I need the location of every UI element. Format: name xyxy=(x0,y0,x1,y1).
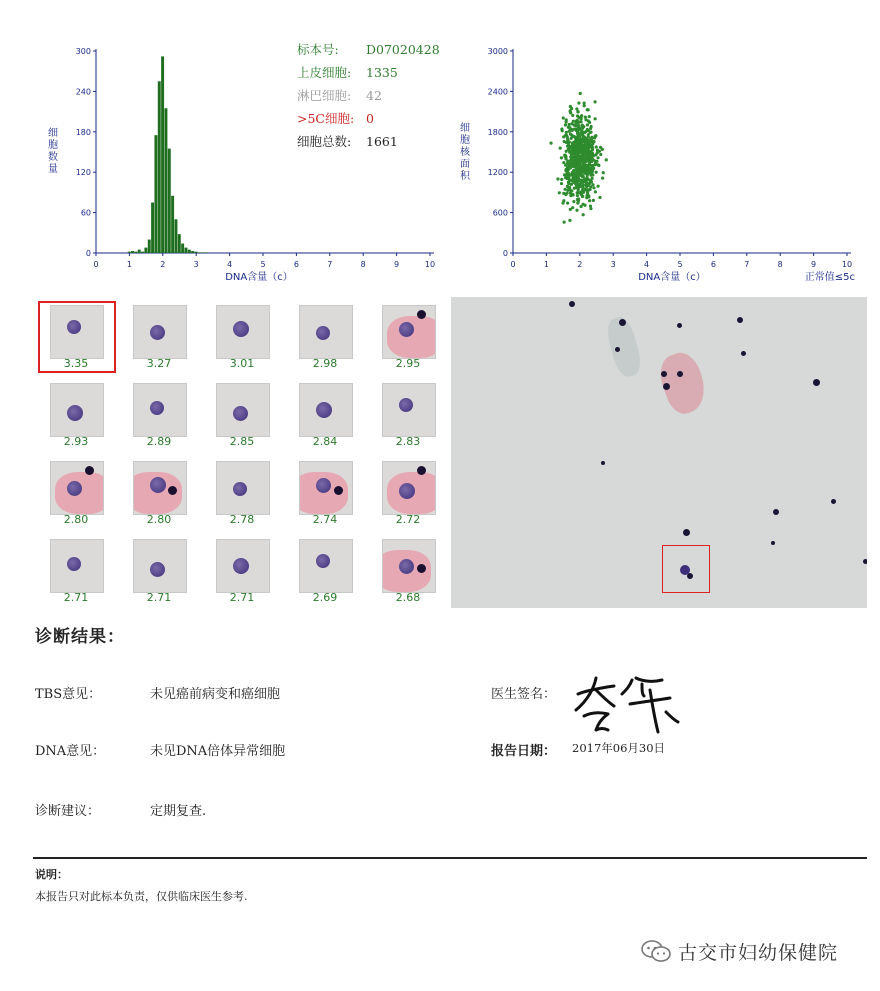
dark-nucleus xyxy=(417,310,426,319)
scatter-point xyxy=(581,188,584,191)
scatter-point xyxy=(564,133,567,136)
scatter-point xyxy=(561,201,564,204)
scatter-point xyxy=(596,163,599,166)
scatter-point xyxy=(579,168,582,171)
scatter-point xyxy=(583,101,586,104)
y-tick-label: 0 xyxy=(502,249,508,258)
scatter-point xyxy=(579,191,582,194)
scatter-point xyxy=(586,171,589,174)
cell-nucleus xyxy=(233,482,247,496)
cell-thumbnail[interactable] xyxy=(216,305,270,359)
notes-text: 本报告只对此标本负责，仅供临床医生参考. xyxy=(35,890,248,903)
scatter-point xyxy=(589,207,592,210)
scatter-point xyxy=(563,173,566,176)
scatter-point xyxy=(568,219,571,222)
date-label: 报告日期： xyxy=(491,744,557,759)
scatter-point xyxy=(594,190,597,193)
scatter-point xyxy=(570,134,573,137)
scatter-point xyxy=(575,120,578,123)
scatter-point xyxy=(565,131,568,134)
dna-value: 未见DNA倍体异常细胞 xyxy=(150,744,286,759)
scatter-point xyxy=(565,118,568,121)
x-tick-label: 7 xyxy=(327,260,333,269)
scatter-point xyxy=(587,139,590,142)
y-tick-label: 180 xyxy=(75,127,91,137)
x-tick-label: 1 xyxy=(543,260,549,269)
scatter-point xyxy=(568,151,571,154)
cell-nucleus xyxy=(233,558,249,574)
scatter-point xyxy=(582,213,585,216)
scatter-point xyxy=(575,184,578,187)
lymph-label: 淋巴细胞: xyxy=(297,88,352,103)
specimen-value: D07020428 xyxy=(366,42,440,57)
watermark-text: 古交市妇幼保健院 xyxy=(678,942,839,964)
scatter-point xyxy=(569,194,572,197)
scatter-point xyxy=(586,128,589,131)
scatter-point xyxy=(566,173,569,176)
x-tick-label: 2 xyxy=(160,260,166,269)
over5c-label: >5C细胞: xyxy=(297,111,355,126)
thumbnail-dna-value: 2.98 xyxy=(312,357,338,370)
scatter-point xyxy=(602,171,605,174)
thumbnail-dna-value: 2.85 xyxy=(229,435,255,448)
scatter-point xyxy=(577,197,580,200)
tbs-label: TBS意见： xyxy=(35,687,102,702)
scatter-point xyxy=(569,166,572,169)
cell-thumbnail[interactable] xyxy=(50,461,104,515)
thumbnail-dna-value: 2.80 xyxy=(146,513,172,526)
scatter-point xyxy=(567,181,570,184)
scatter-point xyxy=(591,142,594,145)
cell-nucleus-speck xyxy=(813,379,820,386)
scatter-point xyxy=(570,107,573,110)
scatter-point xyxy=(560,182,563,185)
scatter-point xyxy=(585,151,588,154)
dna-label: DNA意见： xyxy=(35,744,106,759)
cell-nucleus xyxy=(316,326,330,340)
cell-nucleus-speck xyxy=(569,301,575,307)
x-tick-label: 6 xyxy=(293,260,299,269)
cell-nucleus xyxy=(150,562,165,577)
y-tick-label: 0 xyxy=(85,249,91,258)
scatter-point xyxy=(579,146,582,149)
scatter-point xyxy=(577,124,580,127)
scatter-point xyxy=(586,188,589,191)
scatter-point xyxy=(586,182,589,185)
scatter-point xyxy=(573,187,576,190)
scatter-point xyxy=(594,134,597,137)
thumbnail-dna-value: 2.95 xyxy=(395,357,421,370)
scatter-point xyxy=(577,101,580,104)
doctor-label: 医生签名： xyxy=(491,687,557,702)
scatter-point xyxy=(590,164,593,167)
advice-label: 诊断建议： xyxy=(35,804,101,819)
scatter-point xyxy=(558,191,561,194)
cytoplasm-stain xyxy=(387,316,436,358)
scatter-point xyxy=(595,160,598,163)
scatter-point xyxy=(576,191,579,194)
cell-nucleus xyxy=(233,406,248,421)
scatter-point xyxy=(559,147,562,150)
scatter-point xyxy=(587,133,590,136)
cell-thumbnail[interactable] xyxy=(133,461,187,515)
x-tick-label: 10 xyxy=(841,260,853,269)
cell-nucleus-speck xyxy=(601,461,605,465)
y-tick-label: 60 xyxy=(80,208,91,218)
scatter-point xyxy=(601,148,604,151)
scatter-point xyxy=(578,128,581,131)
scatter-point xyxy=(594,171,597,174)
scatter-point xyxy=(575,151,578,154)
scatter-point xyxy=(588,151,591,154)
cell-nucleus-speck xyxy=(619,319,626,326)
scatter-point xyxy=(575,166,578,169)
scatter-point xyxy=(575,209,578,212)
scatter-point xyxy=(596,149,599,152)
scatter-point xyxy=(567,176,570,179)
x-tick-label: 4 xyxy=(644,260,650,269)
scatter-point xyxy=(578,135,581,138)
doctor-signature xyxy=(570,672,690,734)
total-value: 1661 xyxy=(366,134,398,149)
scatter-point xyxy=(584,178,587,181)
scatter-point xyxy=(560,156,563,159)
x-tick-label: 8 xyxy=(777,260,783,269)
thumbnail-dna-value: 2.68 xyxy=(395,591,421,604)
cell-nucleus-speck xyxy=(677,323,682,328)
thumbnail-dna-value: 2.83 xyxy=(395,435,421,448)
x-tick-label: 7 xyxy=(744,260,750,269)
scatter-note: 正常值≤5c xyxy=(804,272,855,283)
cell-thumbnail[interactable] xyxy=(133,539,187,593)
scatter-point xyxy=(565,191,568,194)
scatter-point xyxy=(593,100,596,103)
highlighted-nucleus xyxy=(680,565,690,575)
cell-thumbnail[interactable] xyxy=(382,305,436,359)
scatter-point xyxy=(564,188,567,191)
scatter-point xyxy=(566,201,569,204)
cell-nucleus xyxy=(150,325,165,340)
date-value: 2017年06月30日 xyxy=(572,741,666,755)
scatter-point xyxy=(579,92,582,95)
thumbnail-dna-value: 2.78 xyxy=(229,513,255,526)
cell-nucleus xyxy=(316,478,331,493)
scatter-point xyxy=(572,176,575,179)
specimen-label: 标本号: xyxy=(297,42,339,57)
scatter-point xyxy=(574,159,577,162)
scatter-point xyxy=(584,116,587,119)
scatter-point xyxy=(581,175,584,178)
scatter-point xyxy=(573,157,576,160)
scatter-point xyxy=(579,149,582,152)
scatter-point xyxy=(587,108,590,111)
scatter-point xyxy=(572,200,575,203)
divider-line xyxy=(33,857,867,859)
scatter-point xyxy=(580,120,583,123)
scatter-point xyxy=(566,145,569,148)
scatter-point xyxy=(593,163,596,166)
dark-nucleus xyxy=(417,466,426,475)
thumbnail-dna-value: 2.69 xyxy=(312,591,338,604)
x-tick-label: 3 xyxy=(610,260,616,269)
cell-thumbnail[interactable] xyxy=(299,461,353,515)
cell-nucleus-speck xyxy=(683,529,690,536)
dark-nucleus xyxy=(168,486,177,495)
x-tick-label: 2 xyxy=(577,260,583,269)
thumbnail-dna-value: 2.84 xyxy=(312,435,338,448)
scatter-point xyxy=(567,142,570,145)
cell-nucleus xyxy=(399,398,413,412)
histogram-xlabel: DNA含量（c） xyxy=(225,272,293,283)
scatter-point xyxy=(590,137,593,140)
scatter-point xyxy=(569,208,572,211)
watermark xyxy=(640,938,838,965)
cell-thumbnail[interactable] xyxy=(50,539,104,593)
thumbnail-dna-value: 2.80 xyxy=(63,513,89,526)
cell-nucleus xyxy=(67,557,81,571)
y-tick-label: 1200 xyxy=(487,168,508,178)
x-tick-label: 6 xyxy=(710,260,716,269)
scatter-point xyxy=(592,199,595,202)
cell-thumbnail[interactable] xyxy=(299,305,353,359)
x-tick-label: 0 xyxy=(93,260,99,269)
y-tick-label: 1800 xyxy=(487,127,508,137)
scatter-point xyxy=(567,148,570,151)
scatter-point xyxy=(570,183,573,186)
cell-nucleus-speck xyxy=(661,371,667,377)
x-tick-label: 0 xyxy=(510,260,516,269)
thumbnail-dna-value: 2.74 xyxy=(312,513,338,526)
microscope-image xyxy=(451,297,867,608)
scatter-point xyxy=(581,203,584,206)
x-tick-label: 9 xyxy=(394,260,400,269)
y-tick-label: 120 xyxy=(75,168,91,178)
cell-nucleus-speck xyxy=(741,351,746,356)
scatter-point xyxy=(564,123,567,126)
scatter-point xyxy=(581,134,584,137)
scatter-point xyxy=(571,144,574,147)
y-tick-label: 600 xyxy=(492,208,508,218)
y-tick-label: 300 xyxy=(75,47,91,56)
cell-nucleus-speck xyxy=(771,541,775,545)
y-tick-label: 2400 xyxy=(487,87,508,97)
scatter-point xyxy=(591,148,594,151)
selected-thumbnail-frame xyxy=(38,301,116,373)
thumbnail-dna-value: 2.71 xyxy=(229,591,255,604)
cell-nucleus-speck xyxy=(737,317,743,323)
cell-thumbnail[interactable] xyxy=(299,383,353,437)
cell-nucleus xyxy=(67,481,82,496)
scatter-point xyxy=(576,194,579,197)
lymph-value: 42 xyxy=(366,88,382,103)
cell-nucleus xyxy=(399,322,414,337)
scatter-point xyxy=(592,186,595,189)
scatter-point xyxy=(564,176,567,179)
scatter-point xyxy=(564,169,567,172)
scatter-point xyxy=(575,124,578,127)
scatter-point xyxy=(596,156,599,159)
scatter-point xyxy=(588,115,591,118)
scatter-point xyxy=(581,155,584,158)
scatter-point xyxy=(589,127,592,130)
x-tick-label: 3 xyxy=(193,260,199,269)
x-tick-label: 10 xyxy=(424,260,436,269)
scatter-point xyxy=(580,117,583,120)
cell-nucleus-speck xyxy=(677,371,683,377)
scatter-point xyxy=(591,158,594,161)
total-label: 细胞总数: xyxy=(297,134,352,149)
cell-thumbnail[interactable] xyxy=(299,539,353,593)
y-tick-label: 240 xyxy=(75,87,91,97)
scatter-point xyxy=(568,127,571,130)
scatter-point xyxy=(585,194,588,197)
thumbnail-dna-value: 2.71 xyxy=(146,591,172,604)
epithelial-value: 1335 xyxy=(366,65,398,80)
thumbnail-dna-value: 3.35 xyxy=(63,357,89,370)
scatter-point xyxy=(605,158,608,161)
cell-thumbnail[interactable] xyxy=(133,305,187,359)
scatter-point xyxy=(563,154,566,157)
dark-nucleus xyxy=(85,466,94,475)
scatter-xlabel: DNA含量（c） xyxy=(638,272,706,283)
scatter-point xyxy=(595,145,598,148)
scatter-point xyxy=(574,127,577,130)
scatter-point xyxy=(575,107,578,110)
scatter-point xyxy=(588,199,591,202)
cell-thumbnail-grid xyxy=(0,0,450,610)
cell-thumbnail[interactable] xyxy=(216,539,270,593)
x-tick-label: 9 xyxy=(811,260,817,269)
diagnosis-title: 诊断结果： xyxy=(35,627,125,647)
scatter-point xyxy=(599,153,602,156)
thumbnail-dna-value: 3.27 xyxy=(146,357,172,370)
histogram-ylabel: 细 胞 数 量 xyxy=(48,128,58,175)
scatter-point xyxy=(596,185,599,188)
scatter-point xyxy=(594,117,597,120)
squamous-cell xyxy=(654,348,712,418)
scatter-point xyxy=(581,195,584,198)
cell-thumbnail[interactable] xyxy=(216,461,270,515)
scatter-point xyxy=(590,177,593,180)
x-tick-label: 8 xyxy=(360,260,366,269)
cell-nucleus xyxy=(399,559,414,574)
scatter-point xyxy=(549,142,552,145)
cell-thumbnail[interactable] xyxy=(216,383,270,437)
thumbnail-dna-value: 2.89 xyxy=(146,435,172,448)
epithelial-label: 上皮细胞: xyxy=(297,65,352,80)
scatter-point xyxy=(577,110,580,113)
scatter-point xyxy=(556,177,559,180)
scatter-point xyxy=(584,136,587,139)
scatter-point xyxy=(598,196,601,199)
scatter-point xyxy=(576,172,579,175)
cell-nucleus xyxy=(67,405,83,421)
scatter-point xyxy=(586,159,589,162)
dark-nucleus xyxy=(334,486,343,495)
x-tick-label: 1 xyxy=(126,260,132,269)
y-tick-label: 3000 xyxy=(487,47,508,56)
scatter-ylabel: 细 胞 核 面 积 xyxy=(460,123,470,182)
cell-nucleus xyxy=(316,554,330,568)
advice-value: 定期复查. xyxy=(150,804,207,819)
cell-nucleus xyxy=(316,402,332,418)
cell-nucleus-speck xyxy=(831,499,836,504)
scatter-point xyxy=(570,189,573,192)
scatter-point xyxy=(562,116,565,119)
thumbnail-dna-value: 2.72 xyxy=(395,513,421,526)
scatter-point xyxy=(563,221,566,224)
scatter-point xyxy=(588,121,591,124)
scatter-point xyxy=(578,179,581,182)
cell-nucleus-speck xyxy=(663,383,670,390)
scatter-point xyxy=(577,141,580,144)
scatter-point xyxy=(572,120,575,123)
cell-thumbnail[interactable] xyxy=(50,383,104,437)
cell-nucleus xyxy=(233,321,249,337)
thumbnail-dna-value: 2.93 xyxy=(63,435,89,448)
scatter-point xyxy=(560,178,563,181)
cell-thumbnail[interactable] xyxy=(382,461,436,515)
scatter-point xyxy=(561,129,564,132)
thumbnail-dna-value: 2.71 xyxy=(63,591,89,604)
scatter-point xyxy=(576,201,579,204)
cell-nucleus-speck xyxy=(863,559,867,564)
notes-title: 说明： xyxy=(35,868,68,881)
scatter-point xyxy=(590,167,593,170)
cell-thumbnail[interactable] xyxy=(382,539,436,593)
scatter-point xyxy=(601,176,604,179)
cell-nucleus xyxy=(150,477,166,493)
scatter-point xyxy=(581,167,584,170)
cell-nucleus xyxy=(399,483,415,499)
x-tick-label: 4 xyxy=(227,260,233,269)
scatter-point xyxy=(571,114,574,117)
wechat-icon xyxy=(640,939,672,965)
x-tick-label: 5 xyxy=(677,260,683,269)
scatter-point xyxy=(582,159,585,162)
scatter-point xyxy=(596,151,599,154)
tbs-value: 未见癌前病变和癌细胞 xyxy=(150,687,281,702)
cell-thumbnail[interactable] xyxy=(133,383,187,437)
cell-nucleus xyxy=(150,401,164,415)
scatter-point xyxy=(585,142,588,145)
thumbnail-dna-value: 3.01 xyxy=(229,357,255,370)
scatter-point xyxy=(582,184,585,187)
over5c-value: 0 xyxy=(366,111,374,126)
scatter-point xyxy=(568,123,571,126)
cell-nucleus-speck xyxy=(773,509,779,515)
scatter-point xyxy=(583,131,586,134)
x-tick-label: 5 xyxy=(260,260,266,269)
nucleus-area-scatter xyxy=(460,38,870,283)
cell-thumbnail[interactable] xyxy=(382,383,436,437)
scatter-point xyxy=(569,111,572,114)
dark-nucleus xyxy=(417,564,426,573)
scatter-point xyxy=(586,123,589,126)
cell-nucleus-speck xyxy=(615,347,620,352)
scatter-point xyxy=(581,126,584,129)
